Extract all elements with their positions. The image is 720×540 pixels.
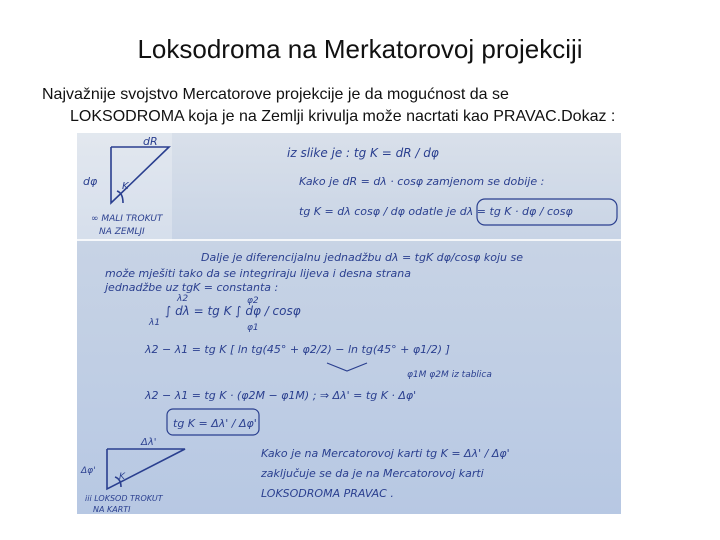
conclusion-line-2: zaključuje se da je na Mercatorovoj karti xyxy=(261,467,484,480)
equation-3: tg K = dλ cosφ / dφ odatle je dλ = tg K · dφ / cosφ xyxy=(299,205,573,218)
integral-lower-left: λ1 xyxy=(149,318,161,328)
triangle1-caption-1: ∞ MALI TROKUT xyxy=(91,214,163,224)
triangle1-top-label: dR xyxy=(143,135,158,148)
paragraph-line-1: Dalje je diferencijalnu jednadžbu dλ = tgK dφ/cosφ koju se xyxy=(201,251,524,264)
paragraph-line-3: jednadžbe uz tgK = constanta : xyxy=(105,281,279,294)
slide-title: Loksodroma na Merkatorovoj projekciji xyxy=(137,34,583,64)
integral-equation: ∫ dλ = tg K ∫ dφ / cosφ xyxy=(165,304,301,318)
intro-line-1: Najvažnije svojstvo Mercatorove projekcije je da mogućnost da se xyxy=(42,86,509,103)
equation-5: λ2 − λ1 = tg K [ ln tg(45° + φ2/2) − ln tg(45° + φ1/2) ] xyxy=(145,343,450,356)
equation-6: λ2 − λ1 = tg K · (φ2M − φ1M) ; ⇒ Δλ' = tg K · Δφ' xyxy=(145,389,417,402)
handwritten-notes-photo xyxy=(77,133,621,514)
triangle2-caption-1: iii LOKSOD TROKUT xyxy=(85,494,163,503)
triangle2-angle-label: K xyxy=(119,472,125,482)
triangle1-caption-2: NA ZEMLJI xyxy=(99,227,145,237)
triangle2-top-label: Δλ' xyxy=(141,437,157,448)
equation-2: Kako je dR = dλ · cosφ zamjenom se dobije : xyxy=(299,175,545,188)
paragraph-line-2: može mješiti tako da se integriraju lijeva i desna strana xyxy=(105,267,411,280)
conclusion-line-3: LOKSODROMA PRAVAC . xyxy=(261,487,394,500)
triangle2-caption-2: NA KARTI xyxy=(93,505,131,514)
triangle1-angle-label: K xyxy=(122,181,129,192)
equation-5-note: φ1M φ2M iz tablica xyxy=(407,370,492,380)
integral-upper-right: φ2 xyxy=(247,296,259,306)
triangle1-left-label: dφ xyxy=(83,175,98,188)
integral-lower-right: φ1 xyxy=(247,323,259,333)
conclusion-line-1: Kako je na Mercatorovoj karti tg K = Δλ' / Δφ' xyxy=(261,447,510,460)
intro-text xyxy=(42,84,702,128)
triangle2-left-label: Δφ' xyxy=(81,466,96,476)
equation-7: tg K = Δλ' / Δφ' xyxy=(173,417,257,430)
equation-1: iz slike je : tg K = dR / dφ xyxy=(287,146,439,160)
notes-drawing xyxy=(77,133,621,514)
integral-upper-left: λ2 xyxy=(177,294,189,304)
intro-line-2: LOKSODROMA koja je na Zemlji krivulja može nacrtati kao PRAVAC.Dokaz : xyxy=(70,108,616,125)
